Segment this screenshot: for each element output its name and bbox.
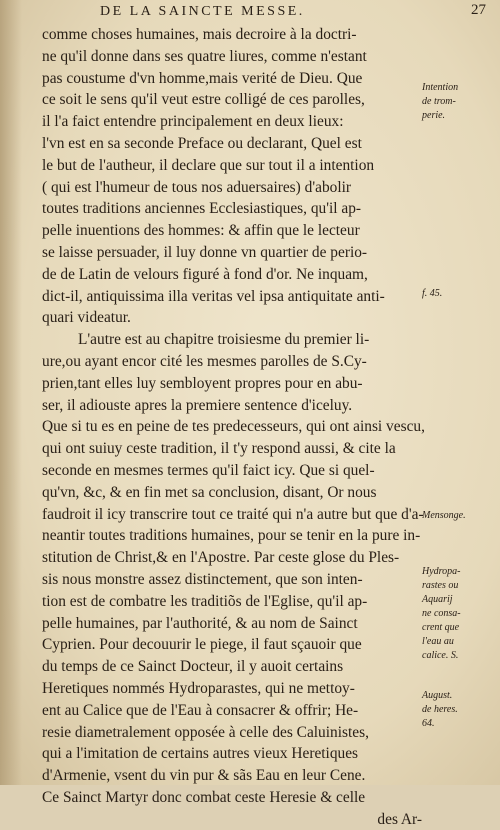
margin-note: August. <box>422 690 453 701</box>
text-line: d'Armenie, vsent du vin pur & sãs Eau en leur Cene. <box>42 767 366 785</box>
text-line: faudroit il icy transcrire tout ce traité qui n'a autre but que d'a- <box>42 505 424 523</box>
text-line: Cyprien. Pour decouurir le piege, il faut sçauoir que <box>42 636 362 654</box>
margin-note: de trom- <box>422 96 456 107</box>
text-line: ser, il adiouste apres la premiere sentence d'iceluy. <box>42 396 353 414</box>
page-number: 27 <box>471 2 486 18</box>
margin-note: rastes ou <box>422 580 459 591</box>
text-line: pelle humaines, par l'authorité, & au nom de Sainct <box>42 614 358 632</box>
text-line: il l'a faict entendre principalement en deux lieux: <box>42 113 344 131</box>
text-line: des Ar- <box>377 810 422 828</box>
text-line: quari videatur. <box>42 309 131 327</box>
text-line: dict-il, antiquissima illa veritas vel ipsa antiquitate anti- <box>42 287 385 305</box>
text-line: ce soit le sens qu'il veut estre colligé de ces parolles, <box>42 91 365 109</box>
running-title: DE LA SAINCTE MESSE. <box>100 4 305 19</box>
text-line: prien,tant elles luy sembloyent propres pour en abu- <box>42 374 363 392</box>
margin-note: Mensonge. <box>422 510 466 521</box>
margin-note: de heres. <box>422 704 458 715</box>
text-line: Heretiques nommés Hydroparastes, qui ne mettoy- <box>42 679 355 697</box>
text-line: sis nous monstre assez distinctement, que son inten- <box>42 570 363 588</box>
margin-note: Aquarij <box>422 594 453 605</box>
text-line: neantir toutes traditions humaines, pour se tenir en la pure in- <box>42 527 421 545</box>
text-line: qui a l'imitation de certains autres vieux Heretiques <box>42 745 359 763</box>
text-line: ent au Calice que de l'Eau à consacrer & offrir; He- <box>42 701 359 719</box>
text-line: tion est de combatre les traditiõs de l'Eglise, qu'il ap- <box>42 592 368 610</box>
text-line: ( qui est l'humeur de tous nos aduersaires) d'abolir <box>42 178 352 196</box>
text-line: Que si tu es en peine de tes predecesseurs, qui ont ainsi vescu, <box>42 418 425 436</box>
margin-note: crent que <box>422 622 460 633</box>
text-line: pas coustume d'vn homme,mais verité de Dieu. Que <box>42 69 363 87</box>
text-block <box>42 24 434 830</box>
margin-note: f. 45. <box>422 288 443 299</box>
margin-note: calice. S. <box>422 650 459 661</box>
margin-note: Hydropa- <box>422 566 461 577</box>
margin-note: Intention <box>422 82 459 93</box>
text-line: seconde en mesmes termes qu'il faict icy. Que si quel- <box>42 461 375 479</box>
text-line: qu'vn, &c, & en fin met sa conclusion, disant, Or nous <box>42 483 377 501</box>
page-gutter-shadow <box>0 0 22 785</box>
margin-note: ne consa- <box>422 608 461 619</box>
running-header <box>96 0 486 26</box>
text-line: Ce Sainct Martyr donc combat ceste Heresie & celle <box>42 788 366 806</box>
text-line: du temps de ce Sainct Docteur, il y auoit certains <box>42 658 344 676</box>
text-line: qui ont suiuy ceste tradition, il t'y respond aussi, & cite la <box>42 440 396 458</box>
text-line: de de Latin de velours figuré à fond d'or. Ne inquam, <box>42 265 368 283</box>
text-line: le but de l'autheur, il declare que sur tout il a intention <box>42 156 375 174</box>
text-line: pelle inuentions des hommes: & affin que le lecteur <box>42 222 360 240</box>
text-line: toutes traditions anciennes Ecclesiastiques, qu'il ap- <box>42 200 362 218</box>
text-line: resie diametralement opposée à celle des Caluinistes, <box>42 723 369 741</box>
text-line: l'vn est en sa seconde Preface ou declarant, Quel est <box>42 134 362 152</box>
margin-note: perie. <box>422 110 446 121</box>
margin-note: 64. <box>422 718 435 729</box>
text-line: se laisse persuader, il luy donne vn quartier de perio- <box>42 243 368 261</box>
text-line: ne qu'il donne dans ses quatre liures, comme n'estant <box>42 47 367 65</box>
text-line: stitution de Christ,& en l'Apostre. Par ceste glose du Ples- <box>42 549 400 567</box>
text-line: ure,ou ayant encor cité les mesmes parolles de S.Cy- <box>42 352 367 370</box>
text-line: L'autre est au chapitre troisiesme du premier li- <box>78 331 370 349</box>
margin-note: l'eau au <box>422 636 454 647</box>
text-line: comme choses humaines, mais decroire à la doctri- <box>42 26 357 43</box>
